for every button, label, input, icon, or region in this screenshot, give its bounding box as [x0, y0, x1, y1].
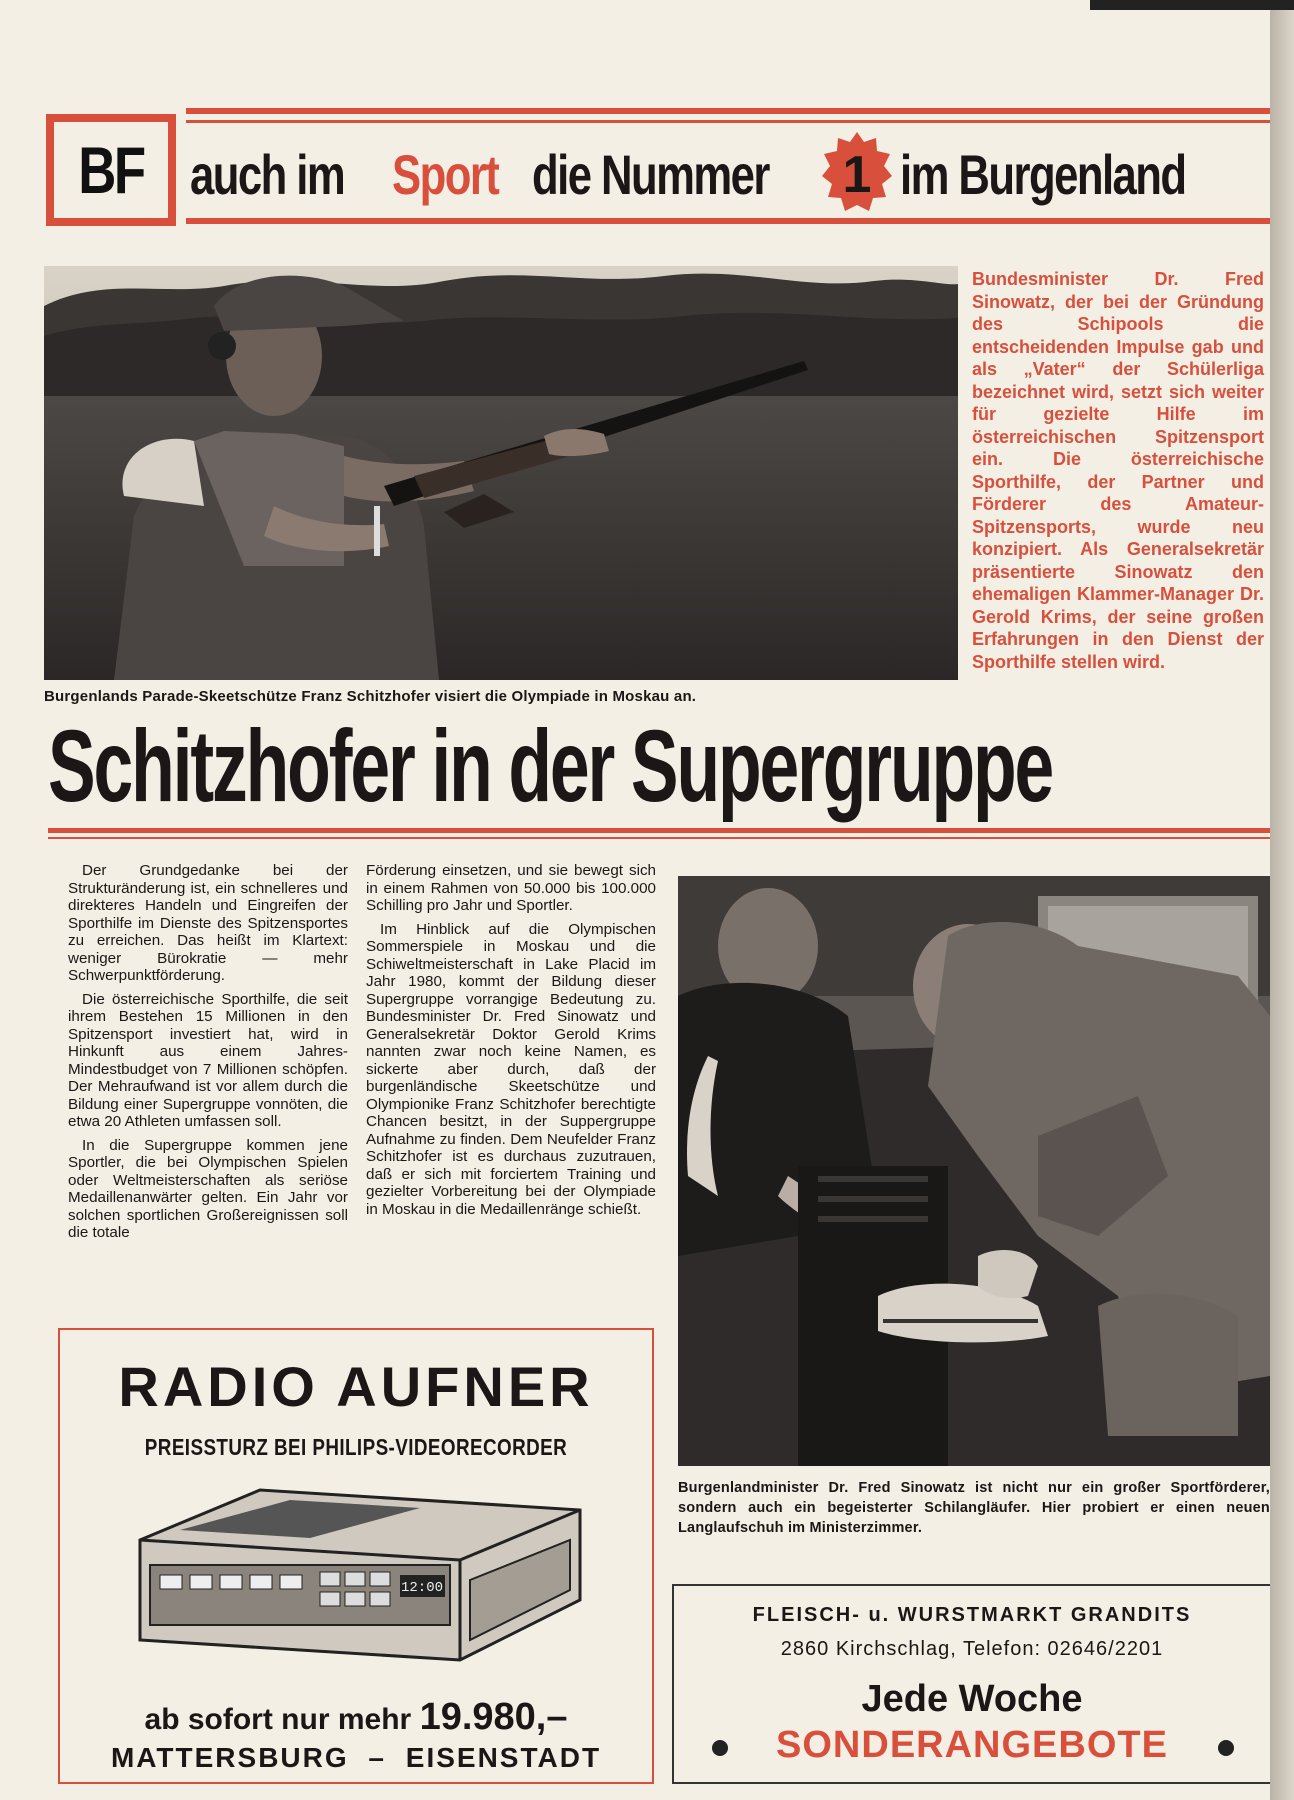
- masthead-slogan: [180, 134, 1270, 214]
- ad-radio-title: RADIO AUFNER: [118, 1355, 594, 1418]
- photo-top-caption: Burgenlands Parade-Skeetschütze Franz Schitzhofer visiert die Olympiade in Moskau an.: [44, 688, 697, 705]
- article-paragraph: In die Supergruppe kommen jene Sportler, die bei Olympischen Spielen oder Weltmeisterschaften als seriöse Medaillenanwärter gelten. Ein Jahr vor solchen sportlichen Großereignissen soll die totale: [68, 1136, 348, 1241]
- headline-rule: [48, 828, 1270, 833]
- photo-skeet-shooter: [44, 266, 958, 680]
- slogan-part-1: auch im: [190, 142, 345, 206]
- article-paragraph: Der Grundgedanke bei der Strukturänderung ist, ein schnelleres und direkteres Handeln und Eingreifen der Sporthilfe im Dienste des Spitzensportes zu erreichen. Das heißt im Klartext: weniger Bürokratie — mehr Schwerpunktförderung.: [68, 862, 348, 984]
- vcr-image: [120, 1480, 590, 1670]
- binding-strip: [1090, 0, 1294, 10]
- ad-radio-price: 19.980,–: [419, 1696, 568, 1738]
- badge-number: 1: [842, 146, 872, 204]
- ad-grandits-address: 2860 Kirchschlag, Telefon: 02646/2201: [780, 1638, 1164, 1660]
- ad-radio-price-line: [60, 1696, 652, 1739]
- ad-grandits-line1: Jede Woche: [861, 1678, 1083, 1720]
- photo-bottom-caption: Burgenlandminister Dr. Fred Sinowatz ist nicht nur ein großer Sportförderer, sondern auch ein begeisterter Schilangläufer. Hier probiert er einen neuen Langlaufschuh im Ministerzimmer.: [678, 1480, 1270, 1536]
- sidebar-text: Bundesminister Dr. Fred Sinowatz, der bei der Gründung des Schipools die entscheidenden Impulse gab und als „Vater“ der Schülerliga bezeichnet wird, setzt sich weiter für gezielte Hilfe im österreichischen Spitzensport ein. Die österreichische Sporthilfe, der Partner und Förderer des Amateur-Spitzensports, wurde neu konzipiert. Als Generalsekretär präsentierte Sinowatz den ehemaligen Klammer-Manager Dr. Gerold Krims, der seine großen Erfahrungen in den Dienst der Sporthilfe stellen wird.: [972, 269, 1264, 672]
- article-column-1: [68, 862, 348, 1248]
- ad-grandits-line2: SONDERANGEBOTE: [776, 1724, 1168, 1766]
- page-edge: [1270, 0, 1294, 1800]
- article-paragraph: Im Hinblick auf die Olympischen Sommerspiele in Moskau und die Schiweltmeisterschaft in Lake Placid im Jahr 1980, kommt der Bildung dieser Supergruppe vorrangige Bedeutung zu. Bundesminister Dr. Fred Sinowatz und Generalsekretär Doktor Gerold Krims nannten zwar noch keine Namen, es sickerte aber durch, daß der burgenländische Skeetschütze und Olympionike Franz Schitzhofer berechtigte Chancen besitzt, in der Suppergruppe Aufnahme zu finden. Dem Neufelder Franz Schitzhofer ist es durchaus zuzutrauen, daß er sich mit forciertem Training und gezielter Vorbereitung bei der Olympiade in Moskau in die Medaillenränge schießt.: [366, 920, 656, 1218]
- ad-grandits: [672, 1584, 1270, 1784]
- vcr-clock: 12:00: [400, 1580, 444, 1596]
- headline-text: Schitzhofer in der Supergruppe: [48, 709, 1053, 823]
- ad-grandits-name: FLEISCH- u. WURSTMARKT GRANDITS: [752, 1604, 1192, 1626]
- article-paragraph: Förderung einsetzen, und sie bewegt sich in einem Rahmen von 50.000 bis 100.000 Schilling pro Jahr und Sportler.: [366, 862, 656, 914]
- ad-radio-aufner: [58, 1328, 654, 1784]
- headline: [48, 710, 1270, 822]
- article-paragraph: Die österreichische Sporthilfe, die seit ihrem Bestehen 15 Millionen in den Spitzensport investiert hat, wird in Hinkunft aus einem Jahres-Mindestbudget von 7 Millionen schöpfen. Der Mehraufwand ist vor allem durch die Bildung einer Supergruppe vonnöten, die etwa 20 Athleten umfassen soll.: [68, 990, 348, 1130]
- ad-radio-subtitle: PREISSTURZ BEI PHILIPS-VIDEORECORDER: [144, 1434, 568, 1460]
- bf-logo-text: BF: [78, 133, 144, 207]
- masthead-bottom-rule: [186, 218, 1270, 224]
- slogan-part-2: die Nummer: [532, 142, 769, 206]
- photo-ministers: [678, 876, 1270, 1466]
- headline-rule-thin: [48, 837, 1270, 839]
- slogan-part-3: im Burgenland: [900, 142, 1186, 206]
- ad-radio-locations: MATTERSBURG – EISENSTADT: [110, 1742, 602, 1773]
- bullet-dot-right: [1218, 1740, 1234, 1756]
- masthead-top-rule: [186, 108, 1270, 114]
- slogan-sport: Sport: [392, 142, 499, 206]
- ad-radio-price-prefix: ab sofort nur mehr: [144, 1703, 412, 1736]
- article-column-2: [366, 862, 656, 1224]
- number-one-badge: [822, 132, 892, 216]
- bf-logo: [46, 114, 176, 226]
- masthead-top-rule-thin: [186, 120, 1270, 123]
